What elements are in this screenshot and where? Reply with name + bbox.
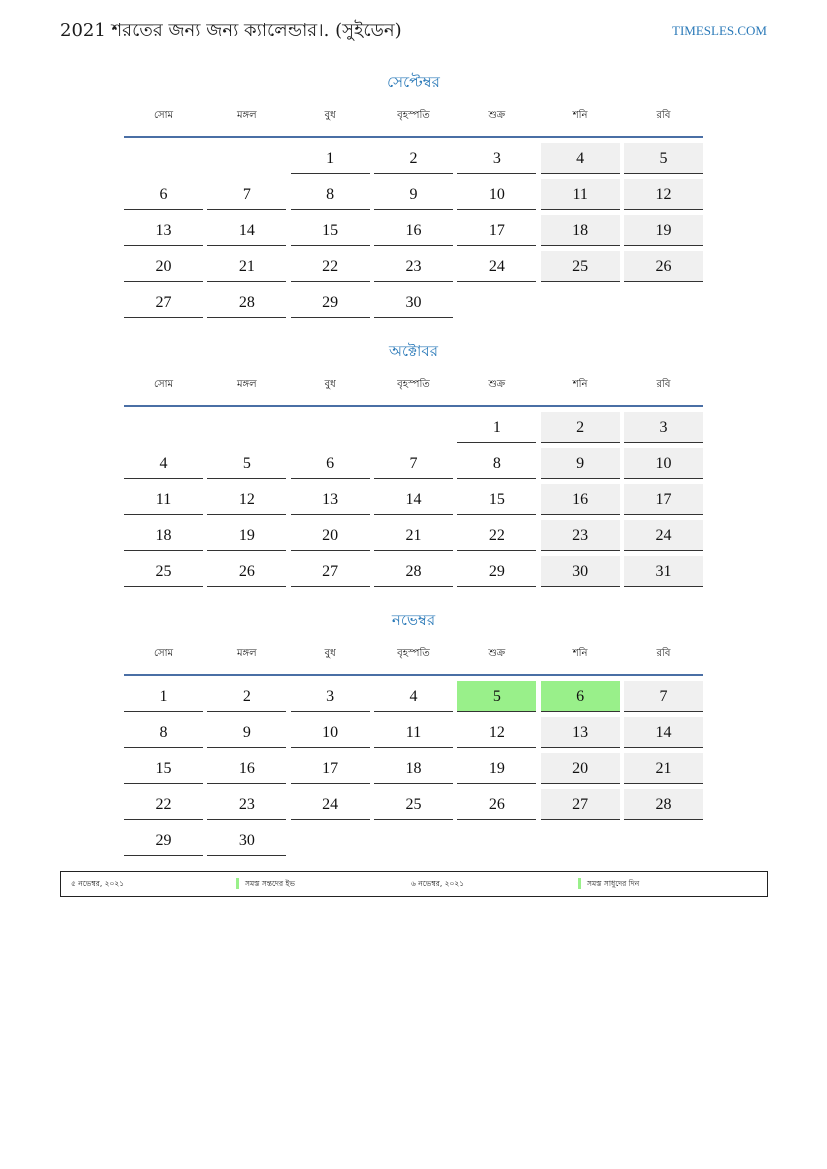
empty-cell: [124, 412, 203, 443]
day-cell: 12: [207, 484, 286, 515]
day-cell: 22: [124, 789, 203, 820]
day-cell: 9: [207, 717, 286, 748]
week-row: [124, 179, 703, 215]
day-cell: 28: [374, 556, 453, 587]
day-cell: 3: [457, 143, 536, 174]
empty-cell: [541, 825, 620, 856]
empty-cell: [207, 143, 286, 174]
day-cell: 9: [374, 179, 453, 210]
day-cell: 2: [207, 681, 286, 712]
day-cell: 24: [291, 789, 370, 820]
weekday-label: শুক্র: [488, 647, 506, 659]
day-cell: 28: [207, 287, 286, 318]
day-cell: 26: [457, 789, 536, 820]
day-cell: 28: [624, 789, 703, 820]
week-row: [124, 717, 703, 753]
weekday-label: মঙ্গল: [237, 109, 257, 121]
site-link[interactable]: TIMESLES.COM: [672, 23, 767, 38]
day-cell: 25: [374, 789, 453, 820]
weekday-label: মঙ্গল: [237, 378, 257, 390]
day-cell: 22: [291, 251, 370, 282]
day-cell: 26: [207, 556, 286, 587]
empty-cell: [457, 287, 536, 318]
month-block: [124, 340, 703, 592]
day-cell: 27: [541, 789, 620, 820]
day-cell: 11: [541, 179, 620, 210]
week-row: [124, 251, 703, 287]
day-cell: 1: [124, 681, 203, 712]
header-divider: [124, 405, 703, 407]
empty-cell: [624, 287, 703, 318]
day-cell: 25: [541, 251, 620, 282]
weekday-label: শুক্র: [488, 378, 506, 390]
day-cell: 12: [624, 179, 703, 210]
legend-date-2: ৬ নভেম্বর, ২০২১: [411, 879, 465, 888]
day-cell: 11: [124, 484, 203, 515]
empty-cell: [624, 825, 703, 856]
day-cell: 29: [124, 825, 203, 856]
week-row: [124, 412, 703, 448]
day-cell: 8: [457, 448, 536, 479]
day-cell: 10: [291, 717, 370, 748]
day-cell: 7: [374, 448, 453, 479]
day-cell: 16: [541, 484, 620, 515]
week-row: [124, 825, 703, 861]
day-cell: 17: [624, 484, 703, 515]
month-title: অক্টোবর: [388, 342, 439, 360]
day-cell: 30: [207, 825, 286, 856]
weekday-label: সোম: [153, 109, 174, 121]
day-cell: 5: [207, 448, 286, 479]
week-row: [124, 753, 703, 789]
day-cell: 30: [541, 556, 620, 587]
weekday-label: রবি: [656, 378, 671, 390]
day-cell: 24: [624, 520, 703, 551]
day-cell: 20: [124, 251, 203, 282]
weekday-label: শুক্র: [488, 109, 506, 121]
day-cell: 23: [374, 251, 453, 282]
weekday-label: শনি: [572, 378, 588, 390]
holiday-color-marker: [578, 878, 581, 889]
day-cell: 7: [624, 681, 703, 712]
day-cell: 13: [541, 717, 620, 748]
legend-date-1: ৫ নভেম্বর, ২০২১: [71, 879, 125, 888]
day-cell: 4: [124, 448, 203, 479]
day-cell: 19: [207, 520, 286, 551]
day-cell: 21: [207, 251, 286, 282]
day-cell: 10: [457, 179, 536, 210]
weekday-label: বুধ: [324, 378, 336, 390]
month-block: [124, 609, 703, 861]
empty-cell: [207, 412, 286, 443]
day-cell: 14: [374, 484, 453, 515]
day-cell: 13: [124, 215, 203, 246]
day-cell: 23: [541, 520, 620, 551]
day-cell: 5: [457, 681, 536, 712]
day-cell: 9: [541, 448, 620, 479]
day-cell: 20: [291, 520, 370, 551]
day-cell: 5: [624, 143, 703, 174]
day-cell: 10: [624, 448, 703, 479]
day-cell: 18: [541, 215, 620, 246]
week-row: [124, 287, 703, 323]
day-cell: 12: [457, 717, 536, 748]
empty-cell: [124, 143, 203, 174]
week-row: [124, 681, 703, 717]
weekday-label: বুধ: [324, 109, 336, 121]
week-row: [124, 556, 703, 592]
day-cell: 14: [624, 717, 703, 748]
day-cell: 8: [124, 717, 203, 748]
week-row: [124, 448, 703, 484]
month-block: [124, 71, 703, 323]
weekday-label: সোম: [153, 647, 174, 659]
day-cell: 3: [624, 412, 703, 443]
day-cell: 15: [124, 753, 203, 784]
holiday-color-marker: [236, 878, 239, 889]
day-cell: 20: [541, 753, 620, 784]
day-cell: 16: [374, 215, 453, 246]
weekday-label: মঙ্গল: [237, 647, 257, 659]
week-row: [124, 215, 703, 251]
day-cell: 16: [207, 753, 286, 784]
day-cell: 19: [624, 215, 703, 246]
day-cell: 2: [541, 412, 620, 443]
empty-cell: [374, 825, 453, 856]
day-cell: 4: [374, 681, 453, 712]
empty-cell: [457, 825, 536, 856]
day-cell: 25: [124, 556, 203, 587]
header-divider: [124, 674, 703, 676]
empty-cell: [291, 412, 370, 443]
day-cell: 13: [291, 484, 370, 515]
day-cell: 21: [624, 753, 703, 784]
holiday-legend: [60, 871, 768, 897]
day-cell: 22: [457, 520, 536, 551]
empty-cell: [291, 825, 370, 856]
month-title: নভেম্বর: [391, 611, 436, 629]
weekday-label: রবি: [656, 647, 671, 659]
day-cell: 18: [124, 520, 203, 551]
empty-cell: [541, 287, 620, 318]
weekday-header: [124, 107, 703, 125]
day-cell: 1: [457, 412, 536, 443]
day-cell: 31: [624, 556, 703, 587]
day-cell: 18: [374, 753, 453, 784]
day-cell: 27: [291, 556, 370, 587]
day-cell: 1: [291, 143, 370, 174]
day-cell: 19: [457, 753, 536, 784]
week-row: [124, 484, 703, 520]
weekday-label: বুধ: [324, 647, 336, 659]
day-cell: 17: [291, 753, 370, 784]
weekday-label: রবি: [656, 109, 671, 121]
day-cell: 15: [457, 484, 536, 515]
legend-name-1: সমস্ত সন্তদের ইভ: [245, 879, 295, 888]
day-cell: 6: [541, 681, 620, 712]
day-cell: 29: [457, 556, 536, 587]
week-row: [124, 789, 703, 825]
day-cell: 11: [374, 717, 453, 748]
weekday-label: শনি: [572, 109, 588, 121]
day-cell: 15: [291, 215, 370, 246]
day-cell: 8: [291, 179, 370, 210]
day-cell: 2: [374, 143, 453, 174]
day-cell: 26: [624, 251, 703, 282]
day-cell: 17: [457, 215, 536, 246]
weekday-label: সোম: [153, 378, 174, 390]
weekday-header: [124, 645, 703, 663]
header-divider: [124, 136, 703, 138]
day-cell: 21: [374, 520, 453, 551]
weekday-label: বৃহস্পতি: [397, 647, 430, 659]
day-cell: 7: [207, 179, 286, 210]
legend-name-2: সমস্ত সাধুদের দিন: [587, 879, 640, 888]
week-row: [124, 143, 703, 179]
weekday-label: বৃহস্পতি: [397, 378, 430, 390]
day-cell: 4: [541, 143, 620, 174]
month-title: সেপ্টেম্বর: [387, 73, 440, 91]
day-cell: 27: [124, 287, 203, 318]
day-cell: 24: [457, 251, 536, 282]
day-cell: 6: [291, 448, 370, 479]
weekday-header: [124, 376, 703, 394]
weekday-label: শনি: [572, 647, 588, 659]
day-cell: 23: [207, 789, 286, 820]
day-cell: 30: [374, 287, 453, 318]
day-cell: 14: [207, 215, 286, 246]
page-title: 2021 শরতের জন্য জন্য ক্যালেন্ডার।. (সুইডেন): [60, 20, 402, 41]
weekday-label: বৃহস্পতি: [397, 109, 430, 121]
day-cell: 29: [291, 287, 370, 318]
week-row: [124, 520, 703, 556]
day-cell: 6: [124, 179, 203, 210]
empty-cell: [374, 412, 453, 443]
day-cell: 3: [291, 681, 370, 712]
